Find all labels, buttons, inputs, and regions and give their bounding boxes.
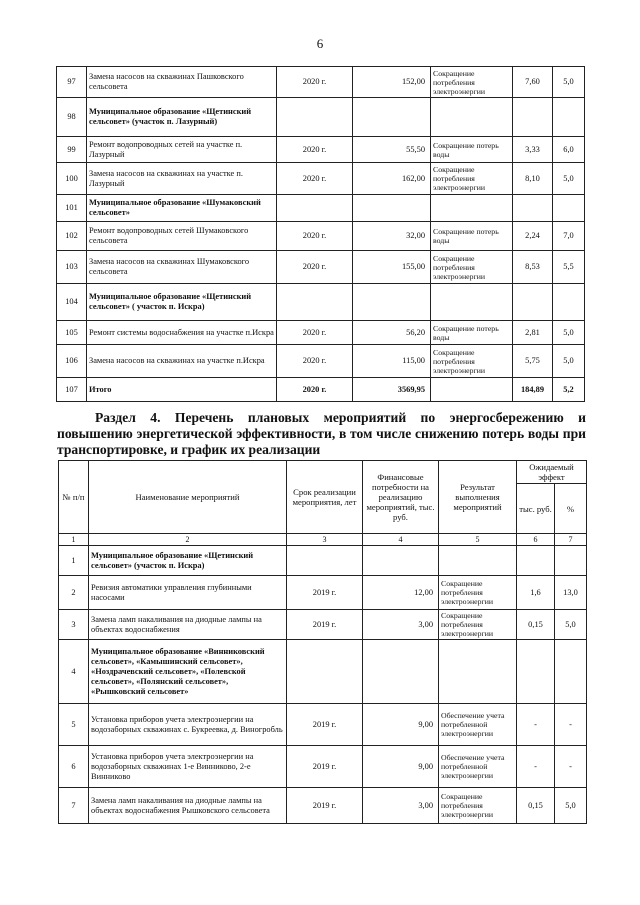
- effect-percent-cell: [555, 546, 587, 576]
- result-cell: [431, 284, 513, 321]
- effect-percent-cell: 5,0: [555, 610, 587, 640]
- cost-cell: [363, 546, 439, 576]
- measure-name: Замена ламп накаливания на диодные лампы на объектах водоснабжения: [89, 610, 287, 640]
- measure-name: Замена насосов на скважинах на участке п.Искра: [87, 345, 277, 378]
- table-row: [59, 610, 587, 640]
- result-cell: Сокращение потерь воды: [431, 321, 513, 345]
- effect-rub-cell: [513, 284, 553, 321]
- row-number: 97: [57, 67, 87, 98]
- result-cell: Сокращение потребления электроэнергии: [431, 251, 513, 284]
- measure-name: Установка приборов учета электроэнергии на водозаборных скважинах 1-е Винниково, 2-е Винниково: [89, 746, 287, 788]
- measure-name: Муниципальное образование «Шумаковский сельсовет»: [87, 195, 277, 222]
- table-row: [59, 546, 587, 576]
- column-number: 4: [363, 534, 439, 546]
- row-number: 105: [57, 321, 87, 345]
- header-name: Наименование мероприятий: [89, 461, 287, 534]
- header-effect-percent: %: [555, 484, 587, 534]
- row-number: 3: [59, 610, 89, 640]
- effect-rub-cell: [517, 640, 555, 704]
- table-row: [57, 321, 585, 345]
- measure-name: Ремонт водопроводных сетей на участке п. Лазурный: [87, 137, 277, 163]
- result-cell: [431, 378, 513, 402]
- cost-cell: 152,00: [353, 67, 431, 98]
- cost-cell: 162,00: [353, 163, 431, 195]
- table-row: [57, 345, 585, 378]
- result-cell: Обеспечение учета потребленной электроэнергии: [439, 746, 517, 788]
- planned-measures-table: [58, 460, 587, 824]
- effect-percent-cell: -: [555, 704, 587, 746]
- term-cell: 2020 г.: [277, 321, 353, 345]
- term-cell: 2019 г.: [287, 576, 363, 610]
- table-row: [57, 222, 585, 251]
- effect-percent-cell: 5,0: [553, 321, 585, 345]
- effect-rub-cell: -: [517, 704, 555, 746]
- header-effect-rub: тыс. руб.: [517, 484, 555, 534]
- table-row: [59, 788, 587, 824]
- row-number: 4: [59, 640, 89, 704]
- measure-name: Ревизия автоматики управления глубинными насосами: [89, 576, 287, 610]
- measure-name: Замена ламп накаливания на диодные лампы на объектах водоснабжения Рышковского сельсовета: [89, 788, 287, 824]
- result-cell: [439, 546, 517, 576]
- row-number: 1: [59, 546, 89, 576]
- effect-rub-cell: 1,6: [517, 576, 555, 610]
- measure-name: Замена насосов на скважинах на участке п. Лазурный: [87, 163, 277, 195]
- cost-cell: [353, 195, 431, 222]
- effect-rub-cell: [513, 195, 553, 222]
- effect-rub-cell: 3,33: [513, 137, 553, 163]
- term-cell: [277, 98, 353, 137]
- effect-rub-cell: 2,24: [513, 222, 553, 251]
- table-row: [59, 746, 587, 788]
- effect-percent-cell: 7,0: [553, 222, 585, 251]
- measure-name: Муниципальное образование «Винниковский сельсовет», «Камышинский сельсовет», «Ноздрачевский сельсовет», «Полевской сельсовет», «Полянский сельсовет», «Рышковский сельсовет»: [89, 640, 287, 704]
- term-cell: 2019 г.: [287, 704, 363, 746]
- term-cell: 2020 г.: [277, 67, 353, 98]
- result-cell: Сокращение потребления электроэнергии: [439, 788, 517, 824]
- term-cell: 2020 г.: [277, 251, 353, 284]
- row-number: 6: [59, 746, 89, 788]
- header-financing: Финансовые потребности на реализацию мероприятий, тыс. руб.: [363, 461, 439, 534]
- result-cell: [431, 98, 513, 137]
- effect-rub-cell: 8,10: [513, 163, 553, 195]
- term-cell: 2020 г.: [277, 378, 353, 402]
- cost-cell: 32,00: [353, 222, 431, 251]
- row-number: 107: [57, 378, 87, 402]
- term-cell: 2020 г.: [277, 163, 353, 195]
- table-row: [57, 251, 585, 284]
- effect-rub-cell: [513, 98, 553, 137]
- term-cell: 2019 г.: [287, 746, 363, 788]
- header-result: Результат выполнения мероприятий: [439, 461, 517, 534]
- column-number: 3: [287, 534, 363, 546]
- measure-name: Муниципальное образование «Щетинский сельсовет» (участок п. Лазурный): [87, 98, 277, 137]
- effect-rub-cell: -: [517, 746, 555, 788]
- cost-cell: 115,00: [353, 345, 431, 378]
- cost-cell: 9,00: [363, 704, 439, 746]
- row-number: 2: [59, 576, 89, 610]
- result-cell: Сокращение потерь воды: [431, 137, 513, 163]
- table-row: [57, 67, 585, 98]
- column-number: 1: [59, 534, 89, 546]
- effect-rub-cell: 2,81: [513, 321, 553, 345]
- term-cell: [287, 640, 363, 704]
- effect-rub-cell: 8,53: [513, 251, 553, 284]
- effect-rub-cell: 0,15: [517, 610, 555, 640]
- header-term: Срок реализации мероприятия, лет: [287, 461, 363, 534]
- measure-name: Ремонт водопроводных сетей Шумаковского сельсовета: [87, 222, 277, 251]
- table-row: [59, 640, 587, 704]
- effect-percent-cell: 5,5: [553, 251, 585, 284]
- column-number: 5: [439, 534, 517, 546]
- result-cell: Сокращение потерь воды: [431, 222, 513, 251]
- measure-name: Замена насосов на скважинах Шумаковского сельсовета: [87, 251, 277, 284]
- table-row: [59, 576, 587, 610]
- row-number: 98: [57, 98, 87, 137]
- effect-percent-cell: [555, 640, 587, 704]
- cost-cell: 3,00: [363, 610, 439, 640]
- measure-name: Ремонт системы водоснабжения на участке п.Искра: [87, 321, 277, 345]
- cost-cell: 155,00: [353, 251, 431, 284]
- effect-percent-cell: 5,0: [553, 163, 585, 195]
- result-cell: Обеспечение учета потребленной электроэнергии: [439, 704, 517, 746]
- cost-cell: [363, 640, 439, 704]
- row-number: 103: [57, 251, 87, 284]
- effect-percent-cell: 5,0: [553, 345, 585, 378]
- effect-percent-cell: 5,2: [553, 378, 585, 402]
- measure-name: Муниципальное образование «Щетинский сельсовет» ( участок п. Искра): [87, 284, 277, 321]
- row-number: 104: [57, 284, 87, 321]
- effect-percent-cell: 13,0: [555, 576, 587, 610]
- term-cell: 2019 г.: [287, 610, 363, 640]
- effect-percent-cell: [553, 195, 585, 222]
- effect-percent-cell: -: [555, 746, 587, 788]
- effect-rub-cell: [517, 546, 555, 576]
- measure-name: Замена насосов на скважинах Пашковского сельсовета: [87, 67, 277, 98]
- cost-cell: [353, 284, 431, 321]
- result-cell: Сокращение потребления электроэнергии: [431, 67, 513, 98]
- cost-cell: 3,00: [363, 788, 439, 824]
- row-number: 102: [57, 222, 87, 251]
- result-cell: Сокращение потребления электроэнергии: [431, 163, 513, 195]
- table-row: [57, 284, 585, 321]
- cost-cell: [353, 98, 431, 137]
- row-number: 5: [59, 704, 89, 746]
- table-row: [57, 195, 585, 222]
- result-cell: Сокращение потребления электроэнергии: [439, 610, 517, 640]
- result-cell: [439, 640, 517, 704]
- term-cell: [277, 284, 353, 321]
- term-cell: 2020 г.: [277, 345, 353, 378]
- term-cell: 2020 г.: [277, 222, 353, 251]
- row-number: 7: [59, 788, 89, 824]
- column-number: 2: [89, 534, 287, 546]
- cost-cell: 3569,95: [353, 378, 431, 402]
- cost-cell: 56,20: [353, 321, 431, 345]
- measure-name: Итого: [87, 378, 277, 402]
- header-effect: Ожидаемый эффект: [517, 461, 587, 484]
- result-cell: [431, 195, 513, 222]
- cost-cell: 12,00: [363, 576, 439, 610]
- column-number: 6: [517, 534, 555, 546]
- cost-cell: 9,00: [363, 746, 439, 788]
- effect-percent-cell: 6,0: [553, 137, 585, 163]
- effect-percent-cell: [553, 98, 585, 137]
- row-number: 100: [57, 163, 87, 195]
- row-number: 101: [57, 195, 87, 222]
- effect-rub-cell: 184,89: [513, 378, 553, 402]
- page-number: 6: [316, 36, 324, 51]
- effect-rub-cell: 5,75: [513, 345, 553, 378]
- result-cell: Сокращение потребления электроэнергии: [431, 345, 513, 378]
- section-heading: Раздел 4. Перечень плановых мероприятий по энергосбережению и повышению энергетической эффективности, в том числе снижению потерь воды при транспортировке, и график их реализации: [57, 410, 586, 457]
- header-number: № п/п: [59, 461, 89, 534]
- table-row: [57, 378, 585, 402]
- term-cell: 2019 г.: [287, 788, 363, 824]
- effect-rub-cell: 7,60: [513, 67, 553, 98]
- table-row: [59, 704, 587, 746]
- row-number: 106: [57, 345, 87, 378]
- cost-cell: 55,50: [353, 137, 431, 163]
- measure-name: Муниципальное образование «Щетинский сельсовет» (участок п. Искра): [89, 546, 287, 576]
- effect-percent-cell: [553, 284, 585, 321]
- term-cell: 2020 г.: [277, 137, 353, 163]
- column-number: 7: [555, 534, 587, 546]
- term-cell: [277, 195, 353, 222]
- table-row: [57, 98, 585, 137]
- table-row: [57, 137, 585, 163]
- measures-table-continued: [56, 66, 585, 402]
- table-row: [57, 163, 585, 195]
- measure-name: Установка приборов учета электроэнергии на водозаборных скважинах с. Букреевка, д. Виногробль: [89, 704, 287, 746]
- result-cell: Сокращение потребления электроэнергии: [439, 576, 517, 610]
- row-number: 99: [57, 137, 87, 163]
- term-cell: [287, 546, 363, 576]
- effect-percent-cell: 5,0: [553, 67, 585, 98]
- effect-rub-cell: 0,15: [517, 788, 555, 824]
- effect-percent-cell: 5,0: [555, 788, 587, 824]
